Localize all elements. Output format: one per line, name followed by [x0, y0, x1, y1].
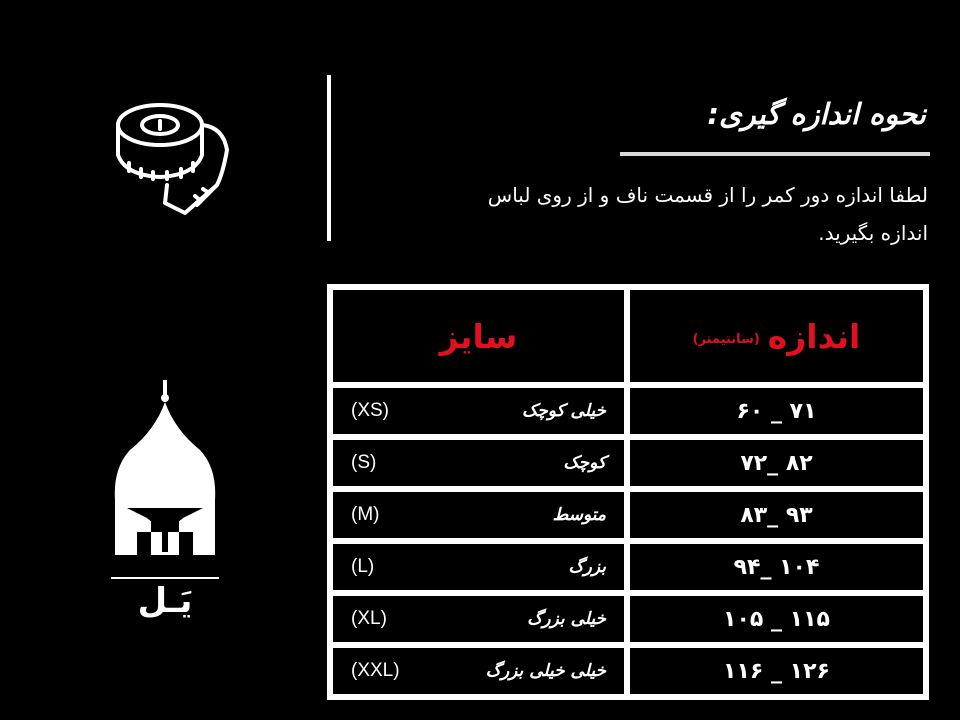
size-name: کوچک: [563, 453, 606, 473]
size-code: (S): [351, 452, 377, 473]
measure-range: ۹۴_ ۱۰۴: [733, 554, 820, 580]
size-code: (XXL): [351, 660, 400, 681]
size-name: خیلی کوچک: [522, 401, 606, 421]
table-row-measure: [627, 541, 926, 593]
size-name: خیلی بزرگ: [527, 609, 606, 629]
header-measure: [627, 287, 926, 385]
header-size-label: سایز: [439, 316, 518, 356]
table-row-size: [330, 489, 627, 541]
measure-range: ۷۲_ ۸۲: [740, 450, 813, 476]
size-code: (XS): [351, 400, 389, 421]
size-code: (M): [351, 504, 380, 525]
header-measure-label: اندازه: [767, 316, 861, 356]
measuring-tape-icon: [105, 95, 235, 225]
measurement-instructions: [348, 176, 928, 252]
measure-range: ۶۰ _ ۷۱: [736, 398, 817, 424]
size-code: (XL): [351, 608, 387, 629]
table-row-size: [330, 541, 627, 593]
brand-name: یَـل: [137, 581, 193, 620]
instruction-line-1: لطفا اندازه دور کمر را از قسمت ناف و از روی لباس: [487, 183, 928, 207]
table-row-measure: [627, 437, 926, 489]
header-measure-unit: (سانتیمتر): [692, 331, 760, 347]
size-name: بزرگ: [568, 557, 606, 577]
size-code: (L): [351, 556, 375, 577]
table-row-measure: [627, 645, 926, 697]
table-row-measure: [627, 489, 926, 541]
title-underline: [620, 152, 930, 156]
size-name: متوسط: [552, 505, 606, 525]
measure-range: ۱۰۵ _ ۱۱۵: [723, 606, 830, 632]
measure-range: ۸۳_ ۹۳: [740, 502, 813, 528]
size-name: خیلی خیلی بزرگ: [485, 661, 606, 681]
measure-range: ۱۱۶ _ ۱۲۶: [723, 658, 830, 684]
table-row-size: [330, 645, 627, 697]
helmet-logo-icon: [105, 380, 225, 620]
page-title: نحوه اندازه گیری:: [707, 97, 926, 131]
table-row-size: [330, 593, 627, 645]
table-row-size: [330, 437, 627, 489]
size-table: [327, 284, 929, 700]
table-row-measure: [627, 593, 926, 645]
header-size: [330, 287, 627, 385]
vertical-divider: [327, 75, 331, 241]
instruction-line-2: اندازه بگیرید.: [818, 221, 928, 245]
table-row-size: [330, 385, 627, 437]
table-row-measure: [627, 385, 926, 437]
